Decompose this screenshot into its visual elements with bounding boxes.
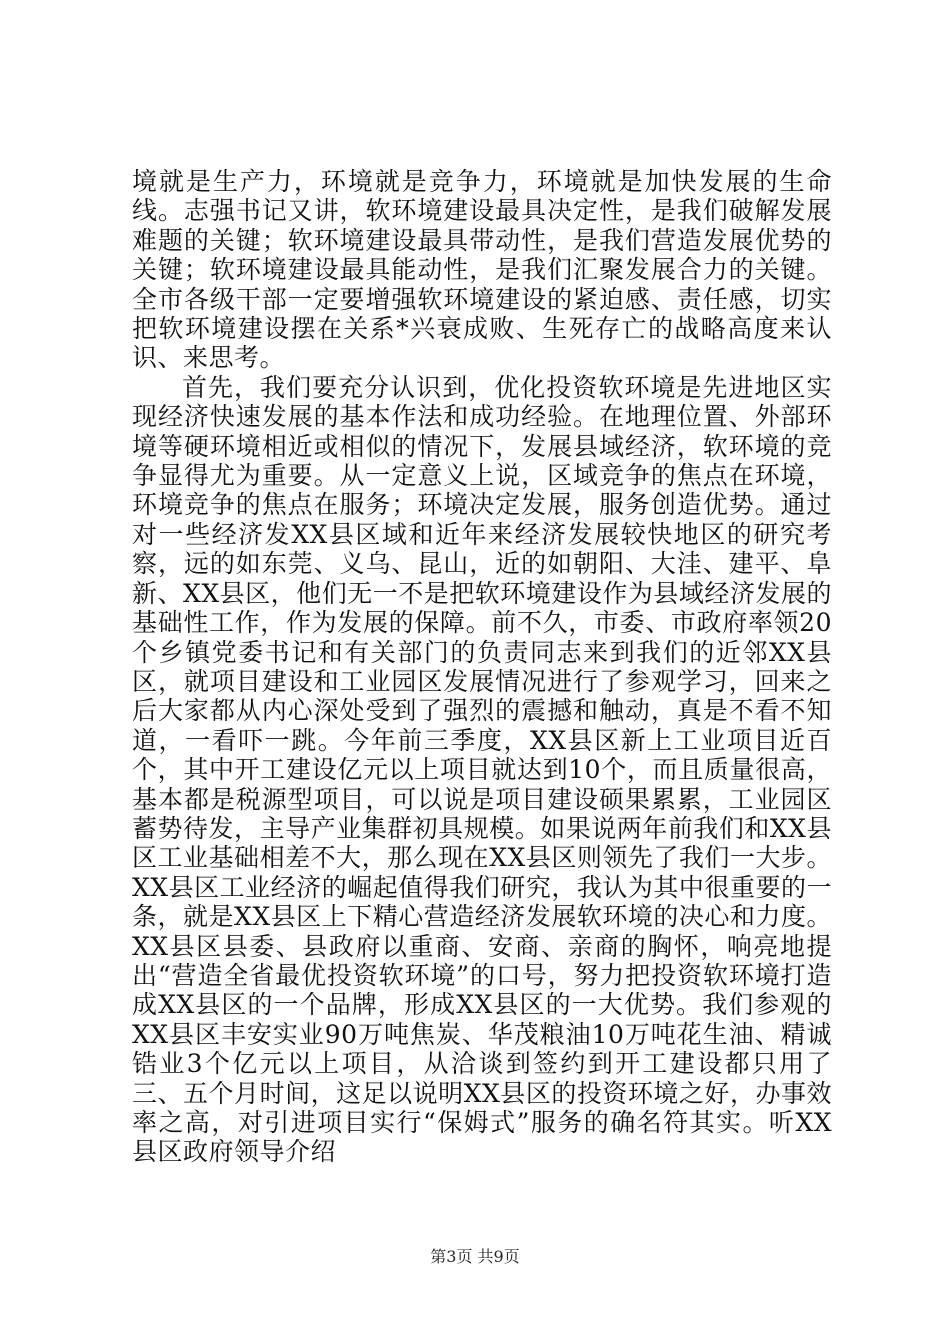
paragraph-first-point: 首先，我们要充分认识到，优化投资软环境是先进地区实现经济快速发展的基本作法和成功经验。在地理位置、外部环境等硬环境相近或相似的情况下，发展县域经济，软环境的竞争显得尤为重要。从一定意义上说，区域竞争的焦点在环境，环境竞争的焦点在服务；环境决定发展，服务创造优势。通过对一些经济发XX县区域和近年来经济发展较快地区的研究考察，远的如东莞、义乌、昆山，近的如朝阳、大洼、建平、阜新、XX县区，他们无一不是把软环境建设作为县域经济发展的基础性工作，作为发展的保障。前不久，市委、市政府率领20个乡镇党委书记和有关部门的负责同志来到我们的近邻XX县区，就项目建设和工业园区发展情况进行了参观学习，回来之后大家都从内心深处受到了强烈的震撼和触动，真是不看不知道，一看吓一跳。今年前三季度，XX县区新上工业项目近百个，其中开工建设亿元以上项目就达到10个，而且质量很高，基本都是税源型项目，可以说是项目建设硕果累累，工业园区蓄势待发，主导产业集群初具规模。如果说两年前我们和XX县区工业基础相差不大，那么现在XX县区则领先了我们一大步。XX县区工业经济的崛起值得我们研究，我认为其中很重要的一条，就是XX县区上下精心营造经济发展软环境的决心和力度。XX县区县委、县政府以重商、安商、亲商的胸怀，响亮地提出“营造全省最优投资软环境”的口号，努力把投资软环境打造成XX县区的一个品牌，形成XX县区的一大优势。我们参观的XX县区丰安实业90万吨焦炭、华茂粮油10万吨花生油、精诚锆业3个亿元以上项目，从洽谈到签约到开工建设都只用了三、五个月时间，这足以说明XX县区的投资环境之好，办事效率之高，对引进项目实行“保姆式”服务的确名符其实。听XX县区政府领导介绍 [132,372,832,1167]
paragraph-continuation: 境就是生产力，环境就是竞争力，环境就是加快发展的生命线。志强书记又讲，软环境建设最具决定性，是我们破解发展难题的关键；软环境建设最具带动性，是我们营造发展优势的关键；软环境建设最具能动性，是我们汇聚发展合力的关键。全市各级干部一定要增强软环境建设的紧迫感、责任感，切实把软环境建设摆在关系*兴衰成败、生死存亡的战略高度来认识、来思考。 [132,167,832,373]
page-footer [0,1244,950,1267]
page-number-label: 第3页 共9页 [430,1247,520,1266]
document-body [132,167,832,1167]
